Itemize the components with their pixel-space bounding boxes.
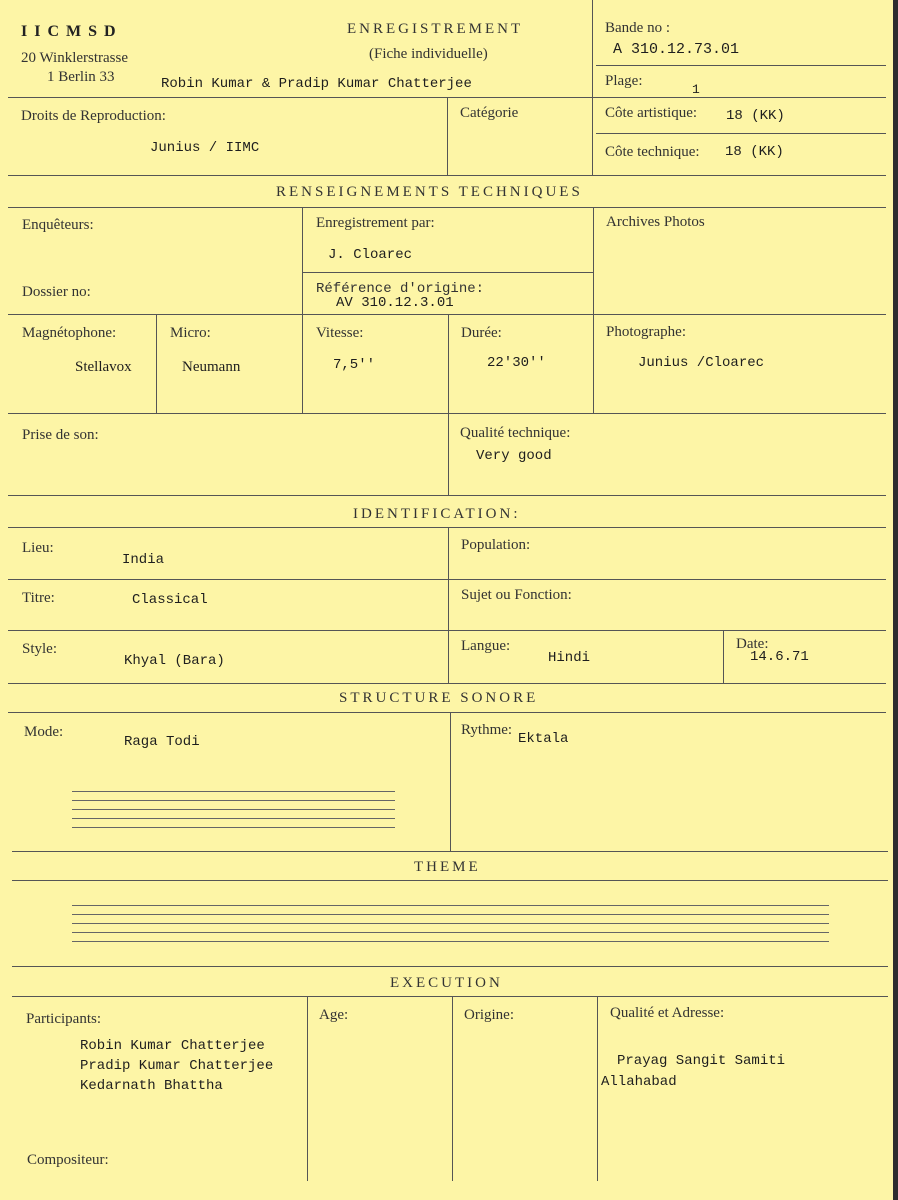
divider: [12, 966, 888, 967]
archives-photos-label: Archives Photos: [606, 214, 705, 230]
lieu-label: Lieu:: [22, 540, 54, 556]
ruled-line: [72, 923, 829, 924]
divider: [12, 851, 888, 852]
ruled-line: [72, 941, 829, 942]
duree-value: 22'30'': [487, 355, 546, 371]
photographe-label: Photographe:: [606, 324, 686, 340]
divider: [8, 175, 886, 176]
enqueteurs-label: Enquêteurs:: [22, 217, 94, 233]
section-title-structure: STRUCTURE SONORE: [339, 690, 539, 706]
divider: [8, 314, 886, 315]
participants-label: Participants:: [26, 1011, 101, 1027]
micro-value: Neumann: [182, 359, 241, 375]
cote-artistique-label: Côte artistique:: [605, 105, 698, 121]
categorie-label: Catégorie: [460, 105, 519, 121]
rythme-value: Ektala: [518, 731, 569, 747]
photographe-value: Junius /Cloarec: [638, 355, 765, 371]
institute-logo: IICMSD: [21, 23, 123, 40]
mode-value: Raga Todi: [124, 734, 200, 750]
magnetophone-value: Stellavox: [75, 359, 132, 375]
vitesse-label: Vitesse:: [316, 325, 364, 341]
divider: [8, 683, 886, 684]
qualite-adresse-label: Qualité et Adresse:: [610, 1005, 725, 1021]
compositeur-label: Compositeur:: [27, 1152, 109, 1168]
card-edge: [893, 0, 898, 1200]
reference-label: Référence d'origine:: [316, 281, 485, 297]
lieu-value: India: [122, 552, 165, 568]
qualite-adresse-line-1: Prayag Sangit Samiti: [617, 1053, 786, 1069]
divider: [596, 133, 886, 134]
divider: [8, 527, 886, 528]
divider: [592, 0, 593, 175]
vitesse-value: 7,5'': [333, 357, 376, 373]
titre-label: Titre:: [22, 590, 55, 606]
ruled-line: [72, 914, 829, 915]
divider: [12, 996, 888, 997]
divider: [8, 630, 886, 631]
prise-de-son-label: Prise de son:: [22, 427, 99, 443]
artists-value: Robin Kumar & Pradip Kumar Chatterjee: [161, 76, 472, 92]
cote-technique-label: Côte technique:: [605, 144, 700, 160]
ruled-line: [72, 827, 395, 828]
micro-label: Micro:: [170, 325, 211, 341]
divider: [8, 579, 886, 580]
divider: [8, 207, 886, 208]
participant-name: Robin Kumar Chatterjee: [80, 1038, 265, 1054]
origine-label: Origine:: [464, 1007, 514, 1023]
divider: [447, 97, 448, 175]
section-title-execution: EXECUTION: [390, 975, 503, 991]
qualite-adresse-line-2: Allahabad: [601, 1074, 677, 1090]
ruled-line: [72, 800, 395, 801]
divider: [450, 712, 451, 851]
enregistrement-par-label: Enregistrement par:: [316, 215, 435, 231]
population-label: Population:: [461, 537, 531, 553]
ruled-line: [72, 905, 829, 906]
age-label: Age:: [319, 1007, 349, 1023]
address-line-1: 20 Winklerstrasse: [21, 50, 129, 66]
form-title: ENREGISTREMENT: [347, 21, 524, 37]
ruled-line: [72, 818, 395, 819]
participant-name: Kedarnath Bhattha: [80, 1078, 223, 1094]
sujet-label: Sujet ou Fonction:: [461, 587, 572, 603]
participants-list: [80, 1036, 273, 1096]
divider: [448, 527, 449, 683]
droits-label: Droits de Reproduction:: [21, 108, 166, 124]
mode-label: Mode:: [24, 724, 64, 740]
participant-name: Pradip Kumar Chatterjee: [80, 1058, 274, 1074]
divider: [597, 996, 598, 1181]
style-value: Khyal (Bara): [124, 653, 225, 669]
divider: [156, 314, 157, 413]
langue-value: Hindi: [548, 650, 591, 666]
droits-value: Junius / IIMC: [150, 140, 260, 156]
divider: [307, 996, 308, 1181]
cote-technique-value: 18 (KK): [725, 144, 784, 160]
section-title-identification: IDENTIFICATION:: [353, 506, 521, 522]
bande-value: A 310.12.73.01: [613, 41, 740, 58]
titre-value: Classical: [132, 592, 208, 608]
duree-label: Durée:: [461, 325, 502, 341]
dossier-label: Dossier no:: [22, 284, 91, 300]
divider: [303, 272, 593, 273]
divider: [452, 996, 453, 1181]
divider: [596, 65, 886, 66]
style-label: Style:: [22, 641, 58, 657]
date-label: Date:: [736, 636, 769, 652]
divider: [12, 880, 888, 881]
rythme-label: Rythme:: [461, 722, 513, 738]
ruled-line: [72, 932, 829, 933]
plage-label: Plage:: [605, 73, 643, 89]
reference-value: AV 310.12.3.01: [336, 295, 454, 311]
cote-artistique-value: 18 (KK): [726, 108, 785, 124]
divider: [302, 207, 303, 413]
divider: [723, 630, 724, 683]
divider: [8, 712, 886, 713]
bande-label: Bande no :: [605, 20, 670, 36]
ruled-line: [72, 791, 395, 792]
plage-value: 1: [692, 82, 700, 97]
section-title-technical: RENSEIGNEMENTS TECHNIQUES: [276, 184, 583, 200]
divider: [593, 207, 594, 413]
qualite-technique-label: Qualité technique:: [460, 425, 571, 441]
date-value: 14.6.71: [750, 649, 809, 665]
magnetophone-label: Magnétophone:: [22, 325, 117, 341]
enregistrement-par-value: J. Cloarec: [328, 247, 413, 263]
divider: [8, 495, 886, 496]
divider: [448, 314, 449, 495]
qualite-technique-value: Very good: [476, 448, 552, 464]
ruled-line: [72, 809, 395, 810]
langue-label: Langue:: [461, 638, 511, 654]
divider: [8, 413, 886, 414]
address-line-2: 1 Berlin 33: [47, 69, 115, 85]
form-subtitle: (Fiche individuelle): [369, 46, 488, 62]
section-title-theme: THEME: [414, 859, 481, 875]
